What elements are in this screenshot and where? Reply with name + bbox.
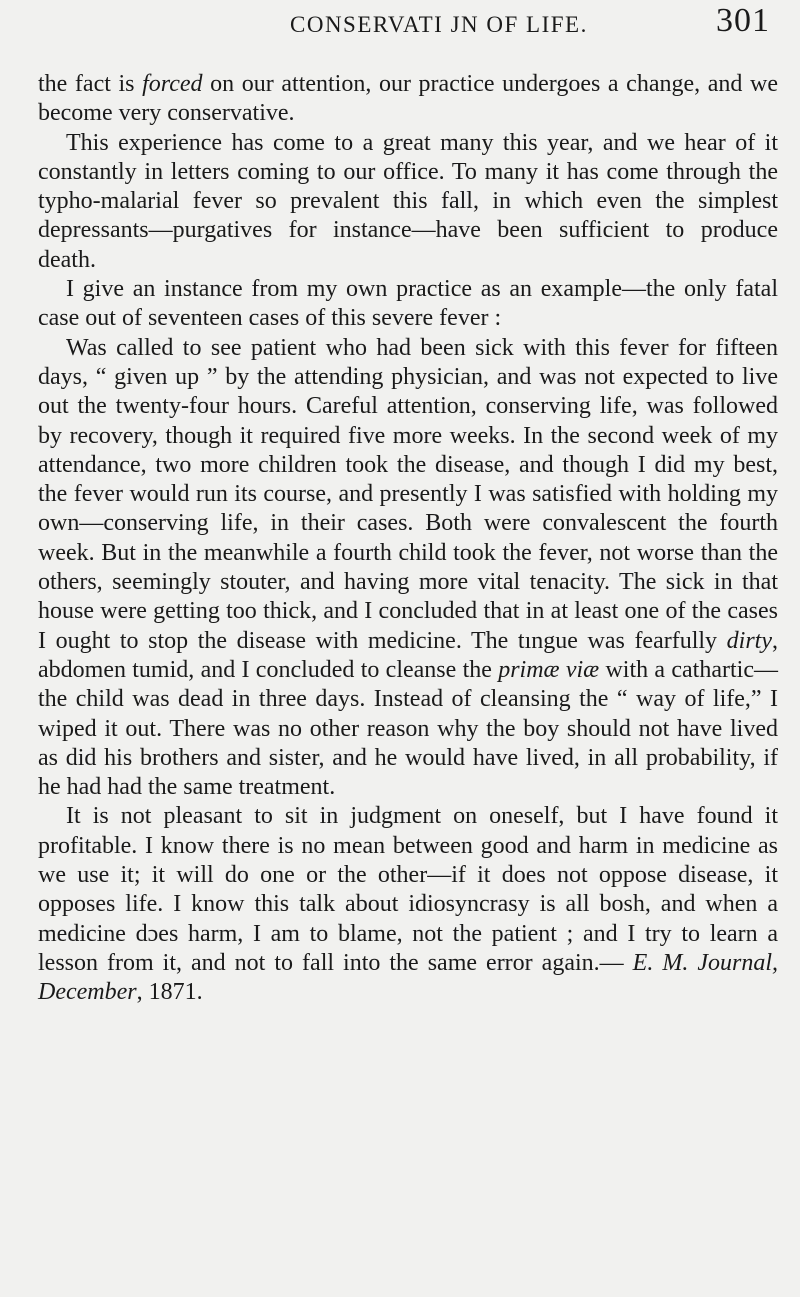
text-run: with a cathartic—the child was dead in three days. Instead of cleansing the “ way of life,” I wiped it out. There was no other reason why the boy should not have lived as did his brothers and sister, and he would have lived, in all probability, if he had had the same treatment. <box>38 656 778 801</box>
text-run: It is not pleasant to sit in judgment on oneself, but I have found it profitable. I know there is no mean between good and harm in medicine as we use it; it will do one or the other—if it does not oppose disease, it opposes life. I know this talk about idiosyncrasy is all bosh, and when a medicine dɔes harm, I am to blame, not the patient ; and I try to learn a lesson from it, and not to fall into the same error again.— <box>38 803 778 976</box>
text-run: I give an instance from my own practice as an example—the only fatal case out of seventeen cases of this severe fever : <box>38 276 778 332</box>
text-run: the fact is <box>38 71 143 97</box>
paragraph <box>38 275 778 334</box>
italic-text: forced <box>142 71 203 97</box>
text-run: Was called to see patient who had been sick with this fever for fifteen days, “ given up ” by the attending physician, and was not expected to live out the twenty-four hours. Careful attention, conserving life, was followed by recovery, though it required five more weeks. In the second week of my attendance, two more children took the disease, and though I did my best, the fever would run its course, and presently I was satisfied with holding my own—conserving life, in their cases. Both were convalescent the fourth week. But in the meanwhile a fourth child took the fever, not worse than the others, seemingly stouter, and having more vital tenacity. The sick in that house were getting too thick, and I concluded that in at least one of the cases I ought to stop the disease with medicine. The tıngue was fearfully <box>38 334 778 654</box>
text-run: on our attention, our practice undergoes a change, and we become very conservative. <box>38 71 778 127</box>
italic-text: primæ viæ <box>498 656 600 683</box>
italic-text: dirty <box>726 627 772 654</box>
paragraph <box>38 129 778 275</box>
paragraph <box>38 334 778 803</box>
running-head-title: CONSERVATI JN OF LIFE. <box>290 12 588 37</box>
book-page <box>38 0 778 1008</box>
page-number: 301 <box>716 2 770 39</box>
paragraph <box>38 802 778 1007</box>
text-run: , abdomen tumid, and I concluded to cleanse the <box>38 627 778 683</box>
paragraph <box>38 70 778 129</box>
running-head <box>38 0 778 70</box>
body-text <box>38 70 778 1008</box>
text-run: This experience has come to a great many this year, and we hear of it constantly in letters coming to our office. To many it has come through the typho-malarial fever so prevalent this fall, in which even the simplest depressants—purgatives for instance—have been sufficient to produce death. <box>38 129 778 273</box>
text-run: , 1871. <box>136 979 203 1006</box>
italic-text: E. M. Journal, December <box>38 949 779 1006</box>
